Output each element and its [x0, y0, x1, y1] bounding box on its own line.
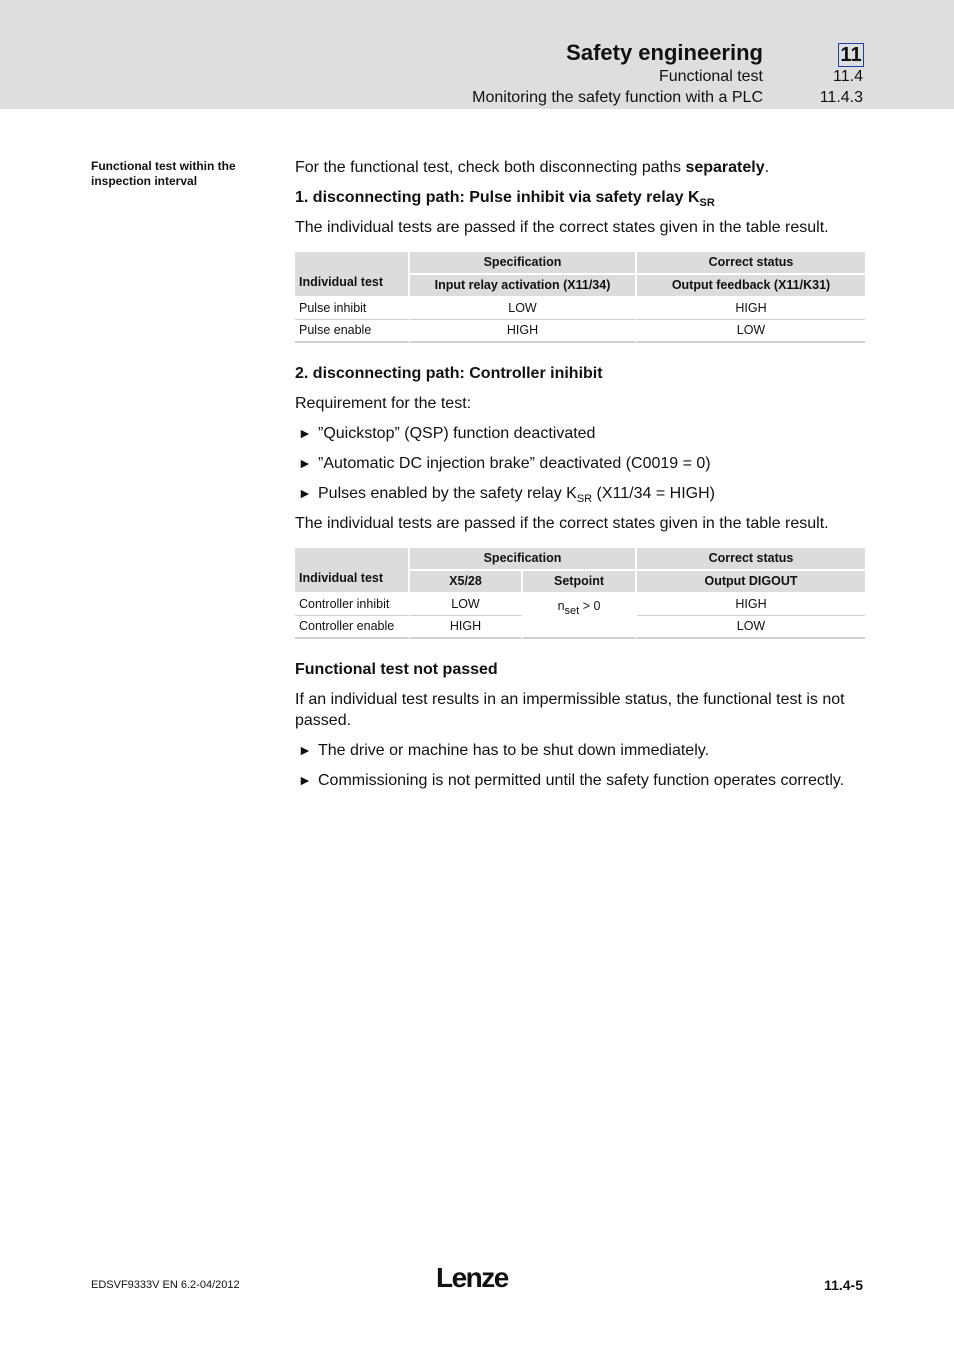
section1-heading-text: 1. disconnecting path: Pulse inhibit via safety relay K: [295, 189, 700, 206]
col-header-setpoint: Setpoint: [523, 571, 637, 594]
list-item: [295, 423, 865, 444]
col-header-x5-28: X5/28: [410, 571, 523, 594]
table-row: [295, 594, 865, 616]
requirement-text: Requirement for the test:: [295, 395, 472, 412]
bullet3-post: (X11/34 = HIGH): [592, 485, 715, 502]
bullet-arrow-icon: ►: [298, 772, 312, 788]
page-number: 11.4-5: [824, 1277, 863, 1293]
bullet3-sub: SR: [576, 493, 593, 505]
section3-text: If an individual test results in an impermissible status, the functional test is not passed.: [295, 691, 845, 729]
intro-bold: separately: [685, 159, 765, 176]
chapter-title: Safety engineering: [566, 40, 763, 65]
cell-output: LOW: [637, 320, 865, 343]
bullet-arrow-icon: ►: [298, 742, 312, 758]
cell-test: Controller inhibit: [295, 594, 410, 616]
bullet-arrow-icon: ►: [298, 425, 312, 441]
table-controller-inhibit: [295, 548, 865, 639]
group-header-correct-status: Correct status: [637, 252, 865, 275]
section-number: 11.4: [833, 68, 863, 85]
intro-paragraph: [295, 157, 865, 178]
group-header-specification: Specification: [410, 252, 637, 275]
section1-heading: [295, 187, 865, 208]
section1-heading-sub: SR: [699, 197, 715, 209]
section2-note: The individual tests are passed if the correct states given in the table result.: [295, 515, 829, 532]
bullet-arrow-icon: ►: [298, 455, 312, 471]
table-pulse-inhibit: [295, 252, 865, 343]
list-item-text: Commissioning is not permitted until the safety function operates correctly.: [318, 772, 845, 789]
group-header-specification: Specification: [410, 548, 637, 571]
section1-note: The individual tests are passed if the correct states given in the table result.: [295, 219, 829, 236]
list-item: [295, 453, 865, 474]
section2-heading: 2. disconnecting path: Controller inihibit: [295, 365, 603, 382]
col-header-individual-test: Individual test: [295, 548, 410, 594]
bullet3-pre: Pulses enabled by the safety relay K: [318, 485, 577, 502]
setpoint-n: n: [557, 599, 565, 613]
cell-test: Pulse enable: [295, 320, 410, 343]
intro-end: .: [764, 159, 770, 176]
col-header-input: Input relay activation (X11/34): [410, 275, 637, 298]
setpoint-post: > 0: [579, 599, 601, 613]
list-item: [295, 740, 865, 761]
cell-test: Controller enable: [295, 616, 410, 639]
cell-x5-28: HIGH: [410, 616, 523, 639]
list-item: [295, 770, 865, 791]
chapter-number-link[interactable]: 11: [838, 43, 864, 67]
col-header-output-digout: Output DIGOUT: [637, 571, 865, 594]
subsection-title: Monitoring the safety function with a PLC: [472, 89, 763, 106]
margin-note: Functional test within the inspection interval: [91, 159, 236, 188]
list-item: [295, 483, 865, 504]
subsection-number: 11.4.3: [819, 89, 863, 106]
cell-setpoint: [523, 594, 637, 639]
list-item-text: The drive or machine has to be shut down immediately.: [318, 742, 710, 759]
list-item-text: ”Automatic DC injection brake” deactivated (C0019 = 0): [318, 455, 711, 472]
bullet-arrow-icon: ►: [298, 485, 312, 501]
col-header-individual-test: Individual test: [295, 252, 410, 298]
document-code: EDSVF9333V EN 6.2-04/2012: [91, 1279, 240, 1291]
group-header-correct-status: Correct status: [637, 548, 865, 571]
cell-x5-28: LOW: [410, 594, 523, 616]
main-content: [295, 157, 865, 800]
cell-output: LOW: [637, 616, 865, 639]
table-row: [295, 298, 865, 320]
list-item-text: ”Quickstop” (QSP) function deactivated: [318, 425, 596, 442]
table-row: [295, 320, 865, 343]
cell-input: LOW: [410, 298, 637, 320]
col-header-output: Output feedback (X11/K31): [637, 275, 865, 298]
intro-text: For the functional test, check both disconnecting paths: [295, 159, 686, 176]
lenze-logo: Lenze: [436, 1262, 508, 1293]
setpoint-sub: set: [564, 605, 580, 617]
cell-output: HIGH: [637, 298, 865, 320]
cell-input: HIGH: [410, 320, 637, 343]
list-item-text: [318, 483, 865, 504]
section-title: Functional test: [658, 68, 763, 85]
section3-heading: Functional test not passed: [295, 661, 498, 678]
cell-test: Pulse inhibit: [295, 298, 410, 320]
cell-output: HIGH: [637, 594, 865, 616]
